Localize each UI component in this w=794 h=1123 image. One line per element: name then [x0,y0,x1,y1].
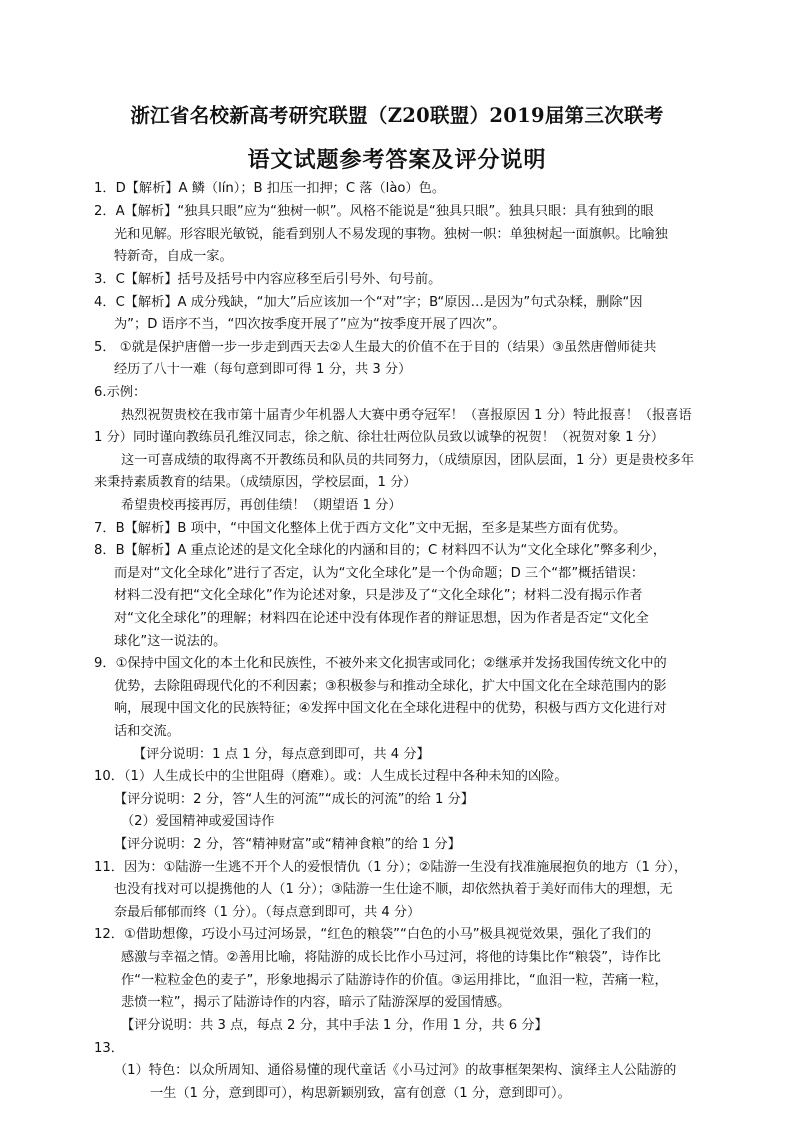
answer-line-q2-l3: 特新奇，自成一家。 [114,249,233,264]
answer-line-q13-l3: 一生（1 分，意到即可），构思新颖别致，富有创意（1 分，意到即可）。 [150,1086,571,1101]
answer-line-q8-l4: 对“文化全球化”的理解；材料四在论述中没有体现作者的辩证思想，因为作者是否定“文化全 [114,611,649,626]
answer-line-q5-l1: 5． ①就是保护唐僧一步一步走到西天去②人生最大的价值不在于目的（结果）③虽然唐僧师徒共 [94,340,657,355]
answer-line-q5-l2: 经历了八十一难（每句意到即可得 1 分，共 3 分） [114,362,412,377]
answer-line-q6-l5: 来秉持素质教育的结果。（成绩原因，学校层面，1 分） [94,475,417,490]
answer-line-q12-l4: 悲愤一粒”，揭示了陆游诗作的内容，暗示了陆游深厚的爱国情感。 [121,995,511,1010]
answer-line-q13-l1: 13． [94,1041,124,1056]
answer-line-q13-l2: （1）特色：以众所周知、通俗易懂的现代童话《小马过河》的故事框架架构、演绎主人公陆游的 [114,1063,677,1078]
answer-line-q2-l1: 2．A【解析】“独具只眼”应为“独树一帜”。风格不能说是“独具只眼”。独具只眼：具有独到的眼 [94,204,654,219]
answer-line-q8-l3: 材料二没有把“文化全球化”作为论述对象，只是涉及了“文化全球化”；材料二没有揭示作者 [114,588,643,603]
answer-line-q9-l3: 响，展现中国文化的民族特征；④发挥中国文化在全球化进程中的优势，积极与西方文化进行对 [114,701,667,716]
answer-line-q1-l1: 1．D【解析】A 鳞（lín）；B 扣压一扣押；C 落（lào）色。 [94,181,446,196]
answer-line-q7-l1: 7．B【解析】B 项中，“中国文化整体上优于西方文化”文中无据，至多是某些方面有优势。 [94,521,627,536]
answer-line-q10-l3: （2）爱国精神或爱国诗作 [121,814,275,829]
answer-line-q6-l3: 1 分）同时谨向教练员孔维汉同志，徐之航、徐壮壮两位队员致以诚挚的祝贺！（祝贺对象 1 分） [94,430,665,445]
answer-line-q12-l2: 感激与幸福之情。②善用比喻，将陆游的成长比作小马过河，将他的诗集比作“粮袋”，诗作比 [121,950,661,965]
answer-line-q8-l1: 8．B【解析】A 重点论述的是文化全球化的内涵和目的；C 材料四不认为“文化全球化”弊多利少， [94,543,667,558]
answer-line-q6-l2: 热烈祝贺贵校在我市第十届青少年机器人大赛中勇夺冠军！（喜报原因 1 分）特此报喜！（报喜语 [121,408,692,423]
answer-line-q11-l2: 也没有找对可以提携他的人（1 分）；③陆游一生仕途不顺，却依然执着于美好而伟大的理想，无 [114,882,673,897]
answer-line-q6-l6: 希望贵校再接再厉，再创佳绩！（期望语 1 分） [121,498,402,513]
answer-line-q12-l3: 作“一粒粒金色的麦子”，形象地揭示了陆游诗作的价值。③运用排比，“血泪一粒，苦痛一粒， [121,973,668,988]
answer-line-q4-l1: 4．C【解析】A 成分残缺，“加大”后应该加一个“对”字；B“原因…是因为”句式杂糅，删除“因 [94,295,643,310]
answer-line-q11-l3: 奈最后郁郁而终（1 分）。（每点意到即可，共 4 分） [114,905,421,920]
answer-line-q9-l5: 【评分说明：1 点 1 分，每点意到即可，共 4 分】 [133,747,430,762]
answer-line-q10-l1: 10．（1）人生成长中的尘世阻碍（磨难）。或：人生成长过程中各种未知的凶险。 [94,769,568,784]
answer-line-q4-l2: 为”；D 语序不当，“四次按季度开展了”应为“按季度开展了四次”。 [114,317,506,332]
answer-line-q6-l1: 6.示例： [94,385,147,400]
answer-line-q2-l2: 光和见解。形容眼光敏锐，能看到别人不易发现的事物。独树一帜：单独树起一面旗帜。比喻独 [114,227,668,242]
answer-line-q6-l4: 这一可喜成绩的取得离不开教练员和队员的共同努力，（成绩原因，团队层面，1 分）更是贵校多年 [121,453,695,468]
answer-line-q10-l2: 【评分说明：2 分，答“人生的河流”“成长的河流”的给 1 分】 [114,792,474,807]
answer-line-q12-l5: 【评分说明：共 3 点，每点 2 分，其中手法 1 分，作用 1 分，共 6 分】 [121,1018,548,1033]
answer-line-q8-l5: 球化”这一说法的。 [114,634,227,649]
answer-line-q10-l4: 【评分说明：2 分，答“精神财富”或“精神食粮”的给 1 分】 [114,837,461,852]
answer-line-q12-l1: 12．①借助想像，巧设小马过河场景，“红色的粮袋”“白色的小马”极具视觉效果，强化了我们的 [94,927,652,942]
answer-line-q3-l1: 3．C【解析】括号及括号中内容应移至后引号外、句号前。 [94,272,442,287]
answer-line-q9-l1: 9．①保持中国文化的本土化和民族性，不被外来文化损害或同化；②继承并发扬我国传统文化中的 [94,656,667,671]
answer-line-q8-l2: 而是对“文化全球化”进行了否定，认为“文化全球化”是一个伪命题；D 三个“都”概括错误： [114,566,645,581]
document-subtitle: 语文试题参考答案及评分说明 [247,147,547,173]
answer-line-q9-l4: 话和交流。 [114,724,180,739]
answer-line-q9-l2: 优势，去除阻碍现代化的不利因素；③积极参与和推动全球化，扩大中国文化在全球范围内的影 [114,679,667,694]
answer-line-q11-l1: 11．因为：①陆游一生逃不开个人的爱恨情仇（1 分）；②陆游一生没有找准施展抱负的地方（1 分）， [94,860,688,875]
document-title: 浙江省名校新高考研究联盟（Z20联盟）2019届第三次联考 [130,104,664,127]
